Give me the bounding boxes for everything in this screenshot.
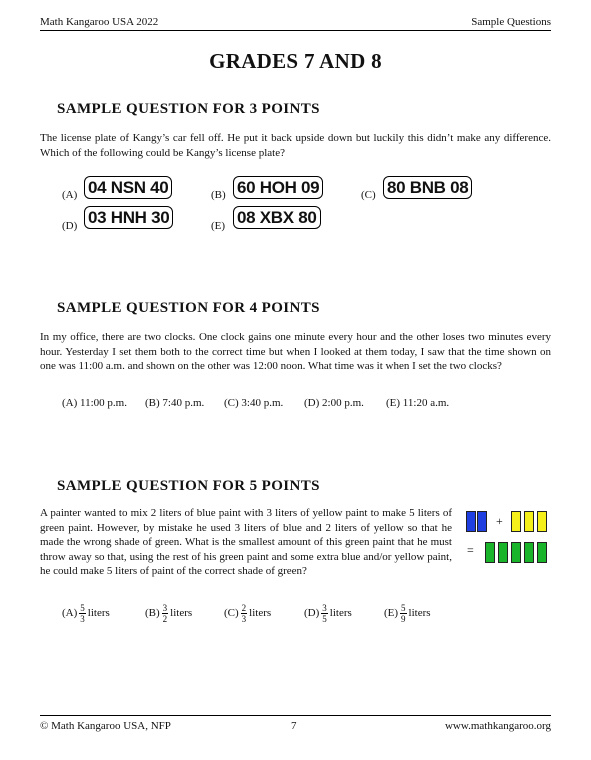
q4-option-e: (E) 11:20 a.m.	[386, 397, 450, 409]
q5-option-d-label: (D)	[304, 607, 320, 620]
q5-option-b-unit: liters	[170, 607, 193, 620]
q3-heading: SAMPLE QUESTION FOR 3 POINTS	[57, 101, 320, 117]
q4-option-c: (C) 3:40 p.m.	[224, 397, 284, 409]
paint-mix-figure	[466, 511, 552, 567]
q5-option-c-label: (C)	[224, 607, 239, 620]
q3-option-c-plate: 80 BNB 08	[383, 176, 472, 199]
q3-option-b-plate: 60 HOH 09	[233, 176, 323, 199]
green-paint-liter	[485, 542, 495, 563]
footer-rule	[40, 715, 551, 716]
yellow-paint-liter	[537, 511, 547, 532]
page-number: 7	[291, 720, 297, 732]
q5-option-d	[304, 603, 352, 624]
q4-option-a: (A) 11:00 p.m.	[62, 397, 127, 409]
footer-website: www.mathkangaroo.org	[444, 720, 551, 732]
q5-option-b-label: (B)	[145, 607, 160, 620]
footer-copyright: © Math Kangaroo USA, NFP	[40, 720, 171, 732]
fraction-numerator: 3	[162, 603, 168, 613]
q5-option-a-label: (A)	[62, 607, 78, 620]
q3-option-a-label: (A)	[62, 189, 78, 201]
q5-option-e-unit: liters	[408, 607, 431, 620]
plus-sign: +	[496, 514, 503, 528]
header-rule	[40, 30, 551, 31]
q3-option-e-plate: 08 XBX 80	[233, 206, 321, 229]
fraction-denominator: 3	[241, 614, 247, 624]
green-paint-liter	[537, 542, 547, 563]
page-title: GRADES 7 AND 8	[209, 49, 382, 73]
green-paint-liter	[524, 542, 534, 563]
fraction-numerator: 5	[401, 603, 406, 613]
q3-option-c-label: (C)	[361, 189, 376, 201]
green-paint-liter	[498, 542, 508, 563]
q4-heading: SAMPLE QUESTION FOR 4 POINTS	[57, 300, 320, 316]
blue-paint-liter	[477, 511, 487, 532]
header-left: Math Kangaroo USA 2022	[40, 16, 159, 28]
q5-option-a-fraction	[79, 603, 86, 624]
fraction-denominator: 2	[162, 614, 168, 624]
q5-option-c-fraction	[241, 603, 248, 624]
fraction-denominator: 5	[322, 614, 327, 624]
q3-option-a-plate: 04 NSN 40	[84, 176, 172, 199]
q4-option-d: (D) 2:00 p.m.	[304, 397, 364, 409]
blue-paint-liter	[466, 511, 476, 532]
q5-option-c-unit: liters	[249, 607, 272, 620]
fraction-denominator: 3	[80, 614, 85, 624]
q5-heading: SAMPLE QUESTION FOR 5 POINTS	[57, 478, 320, 494]
q5-option-d-fraction	[321, 603, 328, 624]
fraction-numerator: 5	[80, 603, 85, 613]
q3-option-e-label: (E)	[211, 220, 226, 232]
q4-text: In my office, there are two clocks. One clock gains one minute every hour and the other loses two minutes every hour. Yesterday I set them both to the correct time but when I looked at them today, I saw that the time shown on one was 11:00 a.m. and shown on the other was 12:00 noon. What time was it when I set the two clocks?	[40, 331, 551, 372]
yellow-paint-liter	[511, 511, 521, 532]
q4-option-b: (B) 7:40 p.m.	[145, 397, 205, 409]
q5-option-e	[384, 603, 431, 624]
q5-option-e-fraction	[400, 603, 407, 624]
q3-option-d-label: (D)	[62, 220, 78, 232]
fraction-numerator: 3	[322, 603, 327, 613]
q5-option-b-fraction	[162, 603, 169, 624]
header-right: Sample Questions	[471, 16, 551, 28]
q5-option-e-label: (E)	[384, 607, 399, 620]
q5-option-a-unit: liters	[87, 607, 110, 620]
q3-text: The license plate of Kangy’s car fell off. He put it back upside down but luckily this didn’t make any difference. Which of the following could be Kangy’s license plate?	[40, 132, 551, 159]
fraction-numerator: 2	[241, 603, 247, 613]
q3-option-d-plate: 03 HNH 30	[84, 206, 173, 229]
equals-sign: =	[467, 543, 474, 557]
q3-option-b-label: (B)	[211, 189, 226, 201]
q5-option-d-unit: liters	[329, 607, 352, 620]
yellow-paint-liter	[524, 511, 534, 532]
q5-option-b	[145, 603, 192, 624]
q5-option-c	[224, 603, 271, 624]
q5-option-a	[62, 603, 110, 624]
green-paint-liter	[511, 542, 521, 563]
q5-text: A painter wanted to mix 2 liters of blue paint with 3 liters of yellow paint to make 5 liters of green paint. However, by mistake he used 3 liters of blue and 2 liters of yellow so that he made the wrong shade of green. What is the smallest amount of this green paint that he must throw away so that, using the rest of his green paint and some extra blue and/or yellow paint, he could make 5 liters of paint of the correct shade of green?	[40, 507, 452, 577]
fraction-denominator: 9	[401, 614, 406, 624]
